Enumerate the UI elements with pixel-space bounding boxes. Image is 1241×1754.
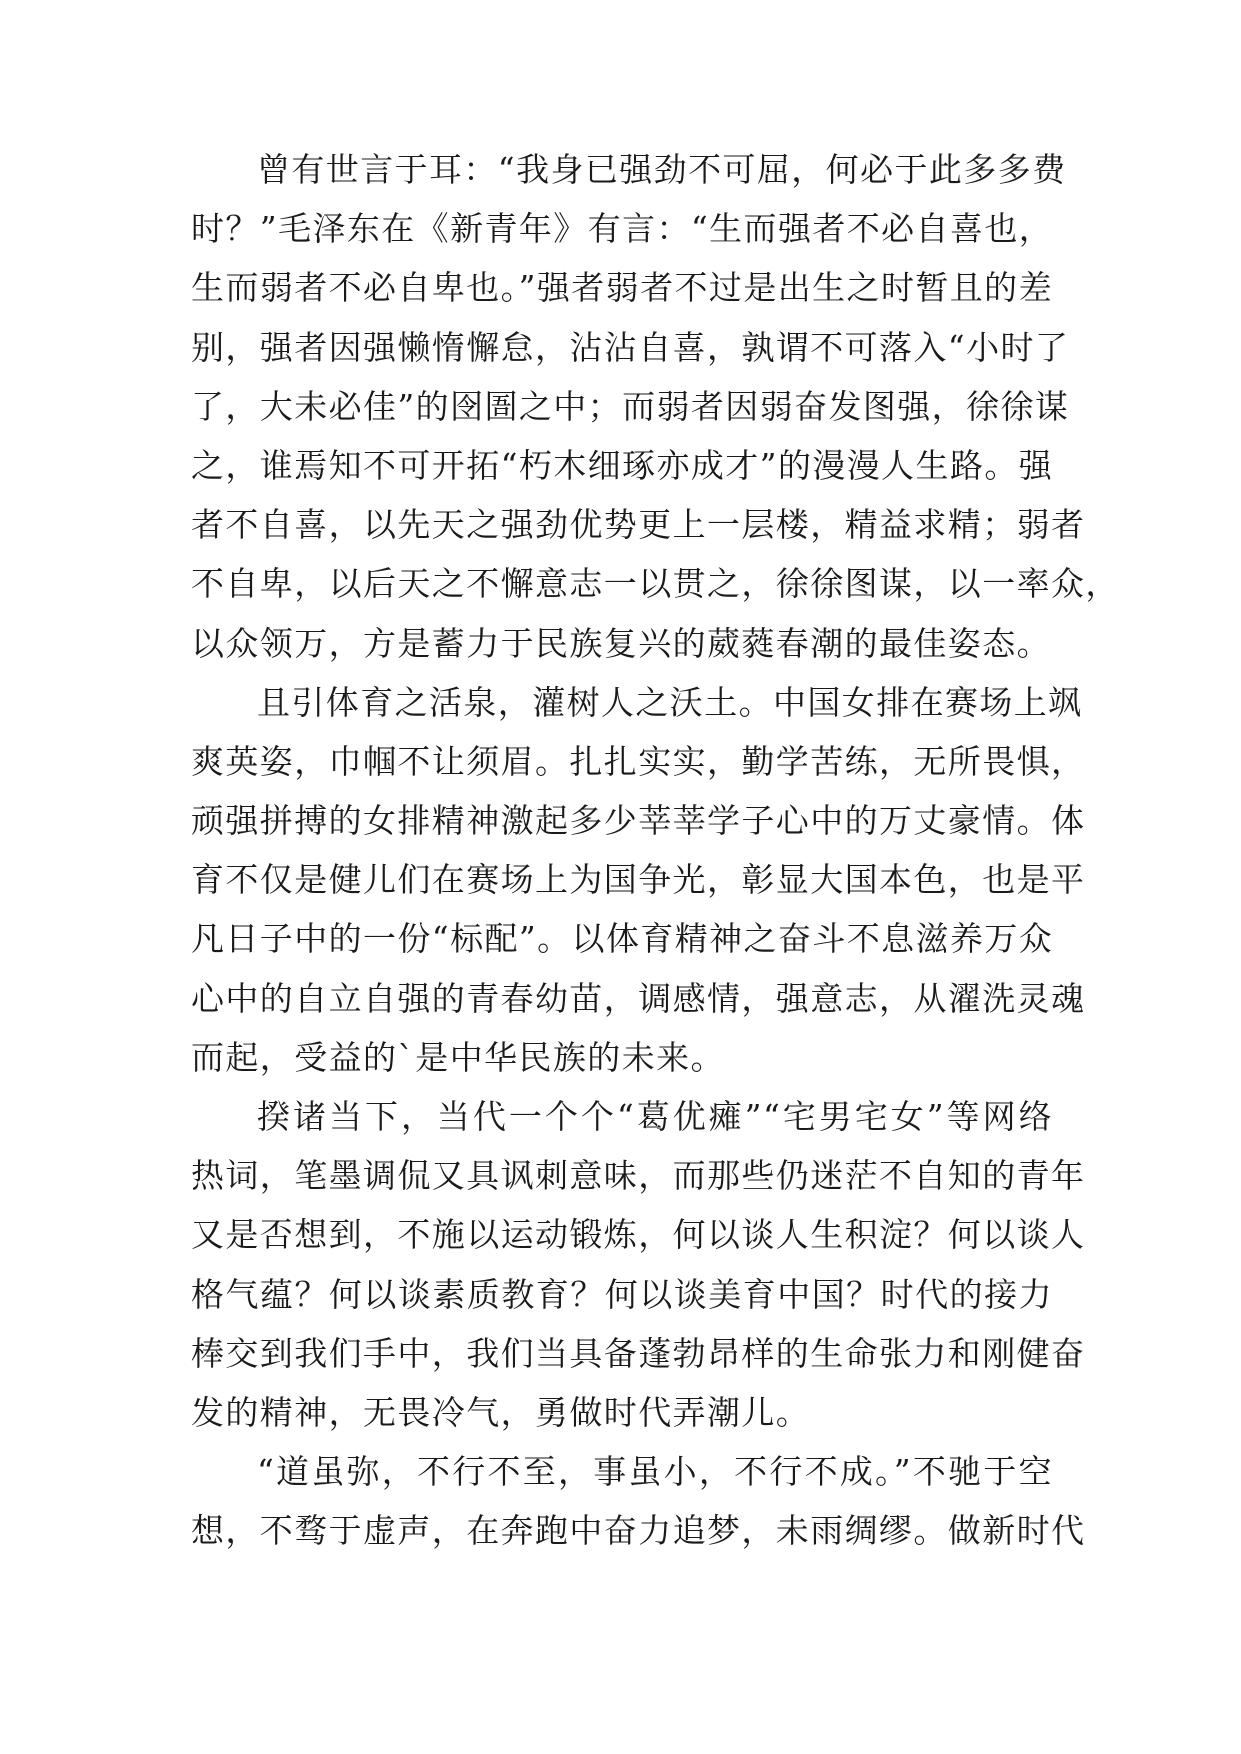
text-line: 之，谁焉知不可开拓“朽木细琢亦成才”的漫漫人生路。强 bbox=[191, 445, 1054, 485]
essay-body bbox=[191, 140, 1120, 1561]
text-line: 棒交到我们手中，我们当具备蓬勃昂样的生命张力和刚健奋 bbox=[191, 1333, 1086, 1373]
text-line: 爽英姿，巾帼不让须眉。扎扎实实，勤学苦练，无所畏惧， bbox=[191, 741, 1086, 781]
text-line: 以众领万，方是蓄力于民族复兴的葳蕤春潮的最佳姿态。 bbox=[191, 623, 1051, 663]
text-line: 不自卑，以后天之不懈意志一以贯之，徐徐图谋，以一率众， bbox=[191, 564, 1120, 604]
text-line: 顽强拼搏的女排精神激起多少莘莘学子心中的万丈豪情。体 bbox=[191, 801, 1086, 841]
text-line: 热词，笔墨调侃又具讽刺意味，而那些仍迷茫不自知的青年 bbox=[191, 1156, 1086, 1196]
text-line: 凡日子中的一份“标配”。以体育精神之奋斗不息滋养万众 bbox=[191, 919, 1054, 959]
text-line: 而起，受益的`是中华民族的未来。 bbox=[191, 1037, 725, 1077]
text-line: 者不自喜，以先天之强劲优势更上一层楼，精益求精；弱者 bbox=[191, 505, 1086, 545]
text-line: 育不仅是健儿们在赛场上为国争光，彰显大国本色，也是平 bbox=[191, 860, 1086, 900]
text-line: 曾有世言于耳：“我身已强劲不可屈，何必于此多多费 bbox=[257, 150, 1067, 189]
text-line: 且引体育之活泉，灌树人之沃土。中国女排在赛场上飒 bbox=[257, 682, 1083, 722]
text-line: 又是否想到，不施以运动锻炼，何以谈人生积淀？何以谈人 bbox=[191, 1215, 1086, 1255]
paragraph-2 bbox=[191, 673, 1086, 1087]
text-line: “道虽弥，不行不至，事虽小，不行不成。”不驰于空 bbox=[257, 1452, 1053, 1492]
text-line: 格气蕴？何以谈素质教育？何以谈美育中国？时代的接力 bbox=[191, 1274, 1053, 1314]
text-line: 想，不骛于虚声，在奔跑中奋力追梦，未雨绸缪。做新时代 bbox=[191, 1511, 1086, 1551]
paragraph-1 bbox=[191, 140, 1120, 673]
text-line: 生而弱者不必自卑也。”强者弱者不过是出生之时暂且的差 bbox=[191, 268, 1053, 308]
text-line: 时？”毛泽东在《新青年》有言：“生而强者不必自喜也， bbox=[191, 209, 1054, 249]
text-line: 揆诸当下，当代一个个“葛优瘫”“宅男宅女”等网络 bbox=[257, 1097, 1053, 1136]
paragraph-4 bbox=[191, 1442, 1086, 1560]
paragraph-3 bbox=[191, 1087, 1086, 1442]
text-line: 别，强者因强懒惰懈怠，沾沾自喜，孰谓不可落入“小时了 bbox=[191, 327, 1070, 367]
text-line: 了，大未必佳”的囹圄之中；而弱者因弱奋发图强，徐徐谋 bbox=[191, 386, 1070, 426]
text-line: 发的精神，无畏冷气，勇做时代弄潮儿。 bbox=[191, 1392, 811, 1432]
text-line: 心中的自立自强的青春幼苗，调感情，强意志，从濯洗灵魂 bbox=[191, 978, 1086, 1018]
